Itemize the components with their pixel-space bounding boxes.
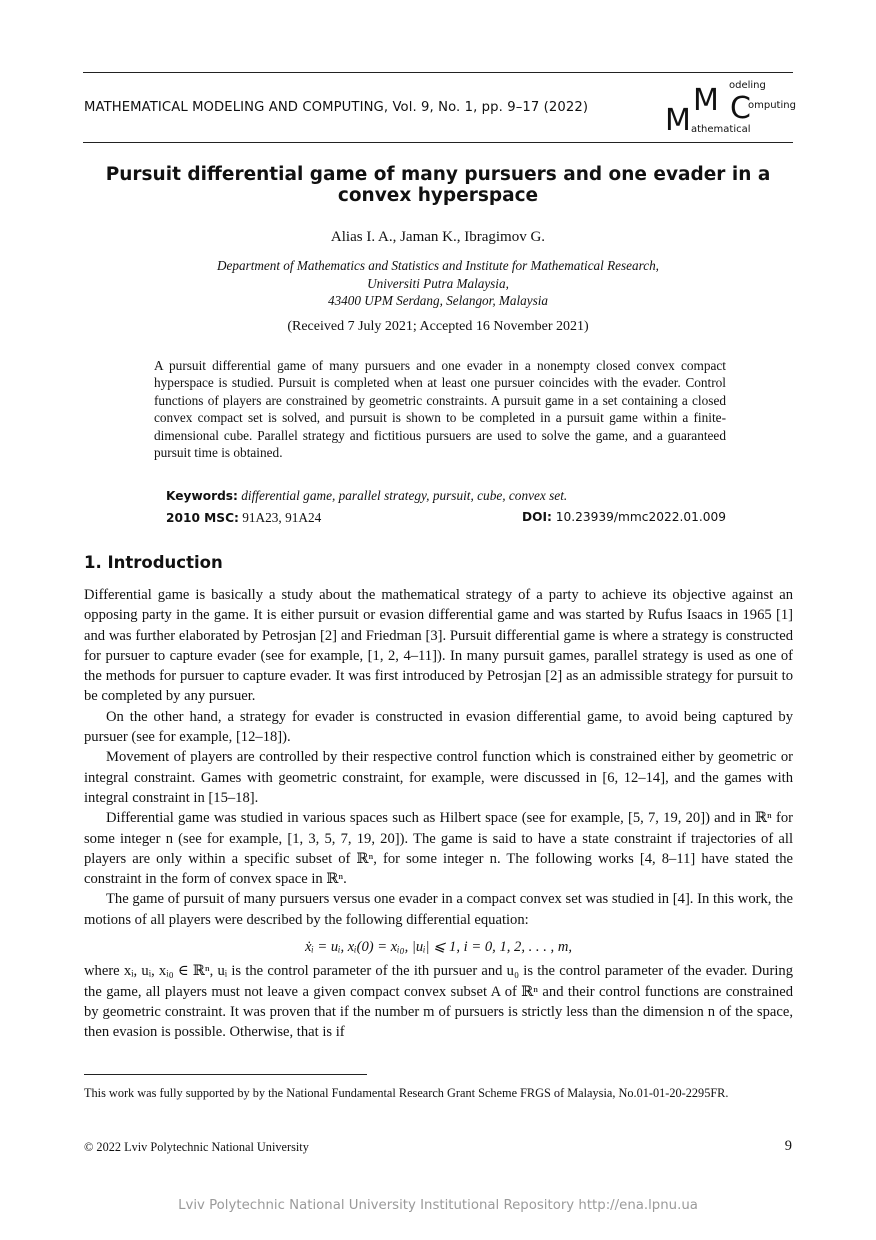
affiliation-line: 43400 UPM Serdang, Selangor, Malaysia (327, 293, 548, 308)
paragraph: Differential game was studied in various spaces such as Hilbert space (see for example, [5, 7, 19, 20]) and in ℝⁿ for some integer n (see for example, [1, 3, 5, 7, 19, 20]). The game is said to have a state constraint if trajectories of all players are only within a specific subset of ℝⁿ, for some integer n. The following works [4, 8–11] have stated the constraint in the form of convex space in ℝⁿ. (84, 810, 793, 888)
logo-text-athematical: athematical (691, 124, 751, 135)
footnote-rule (84, 1074, 367, 1075)
abstract: A pursuit differential game of many pursuers and one evader in a nonempty closed convex compact hyperspace is studied. Pursuit is completed when at least one pursuer coincides with the evader. Control functions of players are constrained by geometric constraints. A pursuit game in a set containing a closed convex compact set is solved, and pursuit is shown to be completed in a pursuit game within a finite-dimensional cube. Parallel strategy and fictitious pursuers are used to solve the game, and a guaranteed pursuit time is obtained. (154, 358, 726, 461)
repository-watermark: Lviv Polytechnic National University Institutional Repository http://ena.lpnu.ua (178, 1198, 698, 1213)
equation: ẋᵢ = uᵢ, xᵢ(0) = xᵢ₀, |uᵢ| ⩽ 1, i = 0, 1, 2, . . . , m, (304, 939, 573, 956)
keywords-value: differential game, parallel strategy, pursuit, cube, convex set. (241, 488, 568, 503)
received-dates: (Received 7 July 2021; Accepted 16 November 2021) (287, 319, 589, 334)
keywords (166, 488, 567, 504)
msc-value: 91A23, 91A24 (242, 510, 322, 525)
paragraph: Movement of players are controlled by their respective control function which is constrained either by geometric or integral constraint. Games with geometric constraint, for example, were discussed in [6, 12–14], and the games with integral constraint in [15–18]. (84, 749, 793, 806)
footnote: This work was fully supported by by the National Fundamental Research Grant Scheme FRGS of Malaysia, No.01-01-20-2295FR. (84, 1086, 729, 1100)
paragraph: where xᵢ, uᵢ, xᵢ₀ ∈ ℝⁿ, uᵢ is the control parameter of the ith pursuer and u₀ is the control parameter of the evader. During the game, all players must not leave a given compact convex subset A of ℝⁿ and their control functions are constrained by geometric constraint. It was proven that if the number m of pursuers is strictly less than the dimension n of the space, then evasion is possible. Otherwise, that is if (84, 963, 793, 1041)
header-top-rule (83, 72, 793, 73)
msc-label: 2010 MSC: (166, 511, 239, 525)
doi-label: DOI: (521, 510, 552, 524)
header-bottom-rule (83, 142, 793, 143)
doi (522, 510, 726, 524)
logo-letter-m-mid: M (693, 83, 719, 118)
copyright: © 2022 Lviv Polytechnic National University (84, 1140, 309, 1154)
body-text (84, 585, 793, 1043)
logo-text-odeling: odeling (729, 80, 766, 91)
affiliation-line: Department of Mathematics and Statistics and Institute for Mathematical Research, (217, 258, 659, 273)
journal-logo (663, 78, 795, 140)
page-number: 9 (784, 1138, 792, 1154)
affiliation (0, 257, 876, 310)
journal-header: MATHEMATICAL MODELING AND COMPUTING, Vol. 9, No. 1, pp. 9–17 (2022) (84, 100, 589, 115)
logo-letter-c: C (730, 91, 751, 126)
paper-title: Pursuit differential game of many pursuers and one evader in a convex hyperspace (105, 164, 771, 206)
msc-classification (166, 510, 321, 526)
doi-value[interactable]: 10.23939/mmc2022.01.009 (555, 510, 726, 524)
paragraph: The game of pursuit of many pursuers versus one evader in a compact convex set was studied in [4]. In this work, the motions of all players were described by the following differential equation: (84, 891, 793, 928)
authors: Alias I. A., Jaman K., Ibragimov G. (330, 229, 546, 245)
section-heading-introduction: 1. Introduction (84, 553, 223, 572)
keywords-label: Keywords: (166, 489, 238, 503)
affiliation-line: Universiti Putra Malaysia, (367, 275, 509, 291)
logo-letter-m-large: M (665, 103, 691, 138)
paragraph: On the other hand, a strategy for evader is constructed in evasion differential game, to avoid being captured by pursuer (see for example, [12–18]). (84, 708, 793, 746)
logo-text-omputing: omputing (748, 100, 796, 111)
paragraph: Differential game is basically a study about the mathematical strategy of a party to achieve its objective against an opposing party in the game. It is either pursuit or evasion differential game and was started by Rufus Isaacs in 1965 [1] and was further elaborated by Petrosjan [2] and Friedman [3]. Pursuit differential game is where a strategy is constructed for pursuer to capture evader (see for example, [1, 2, 4–11]). In many pursuit games, parallel strategy is used as one of the methods for pursuer to capture evader. It was first introduced by Petrosjan [2] as an admissible strategy for pursuit to be completed by any pursuer. (84, 587, 793, 705)
